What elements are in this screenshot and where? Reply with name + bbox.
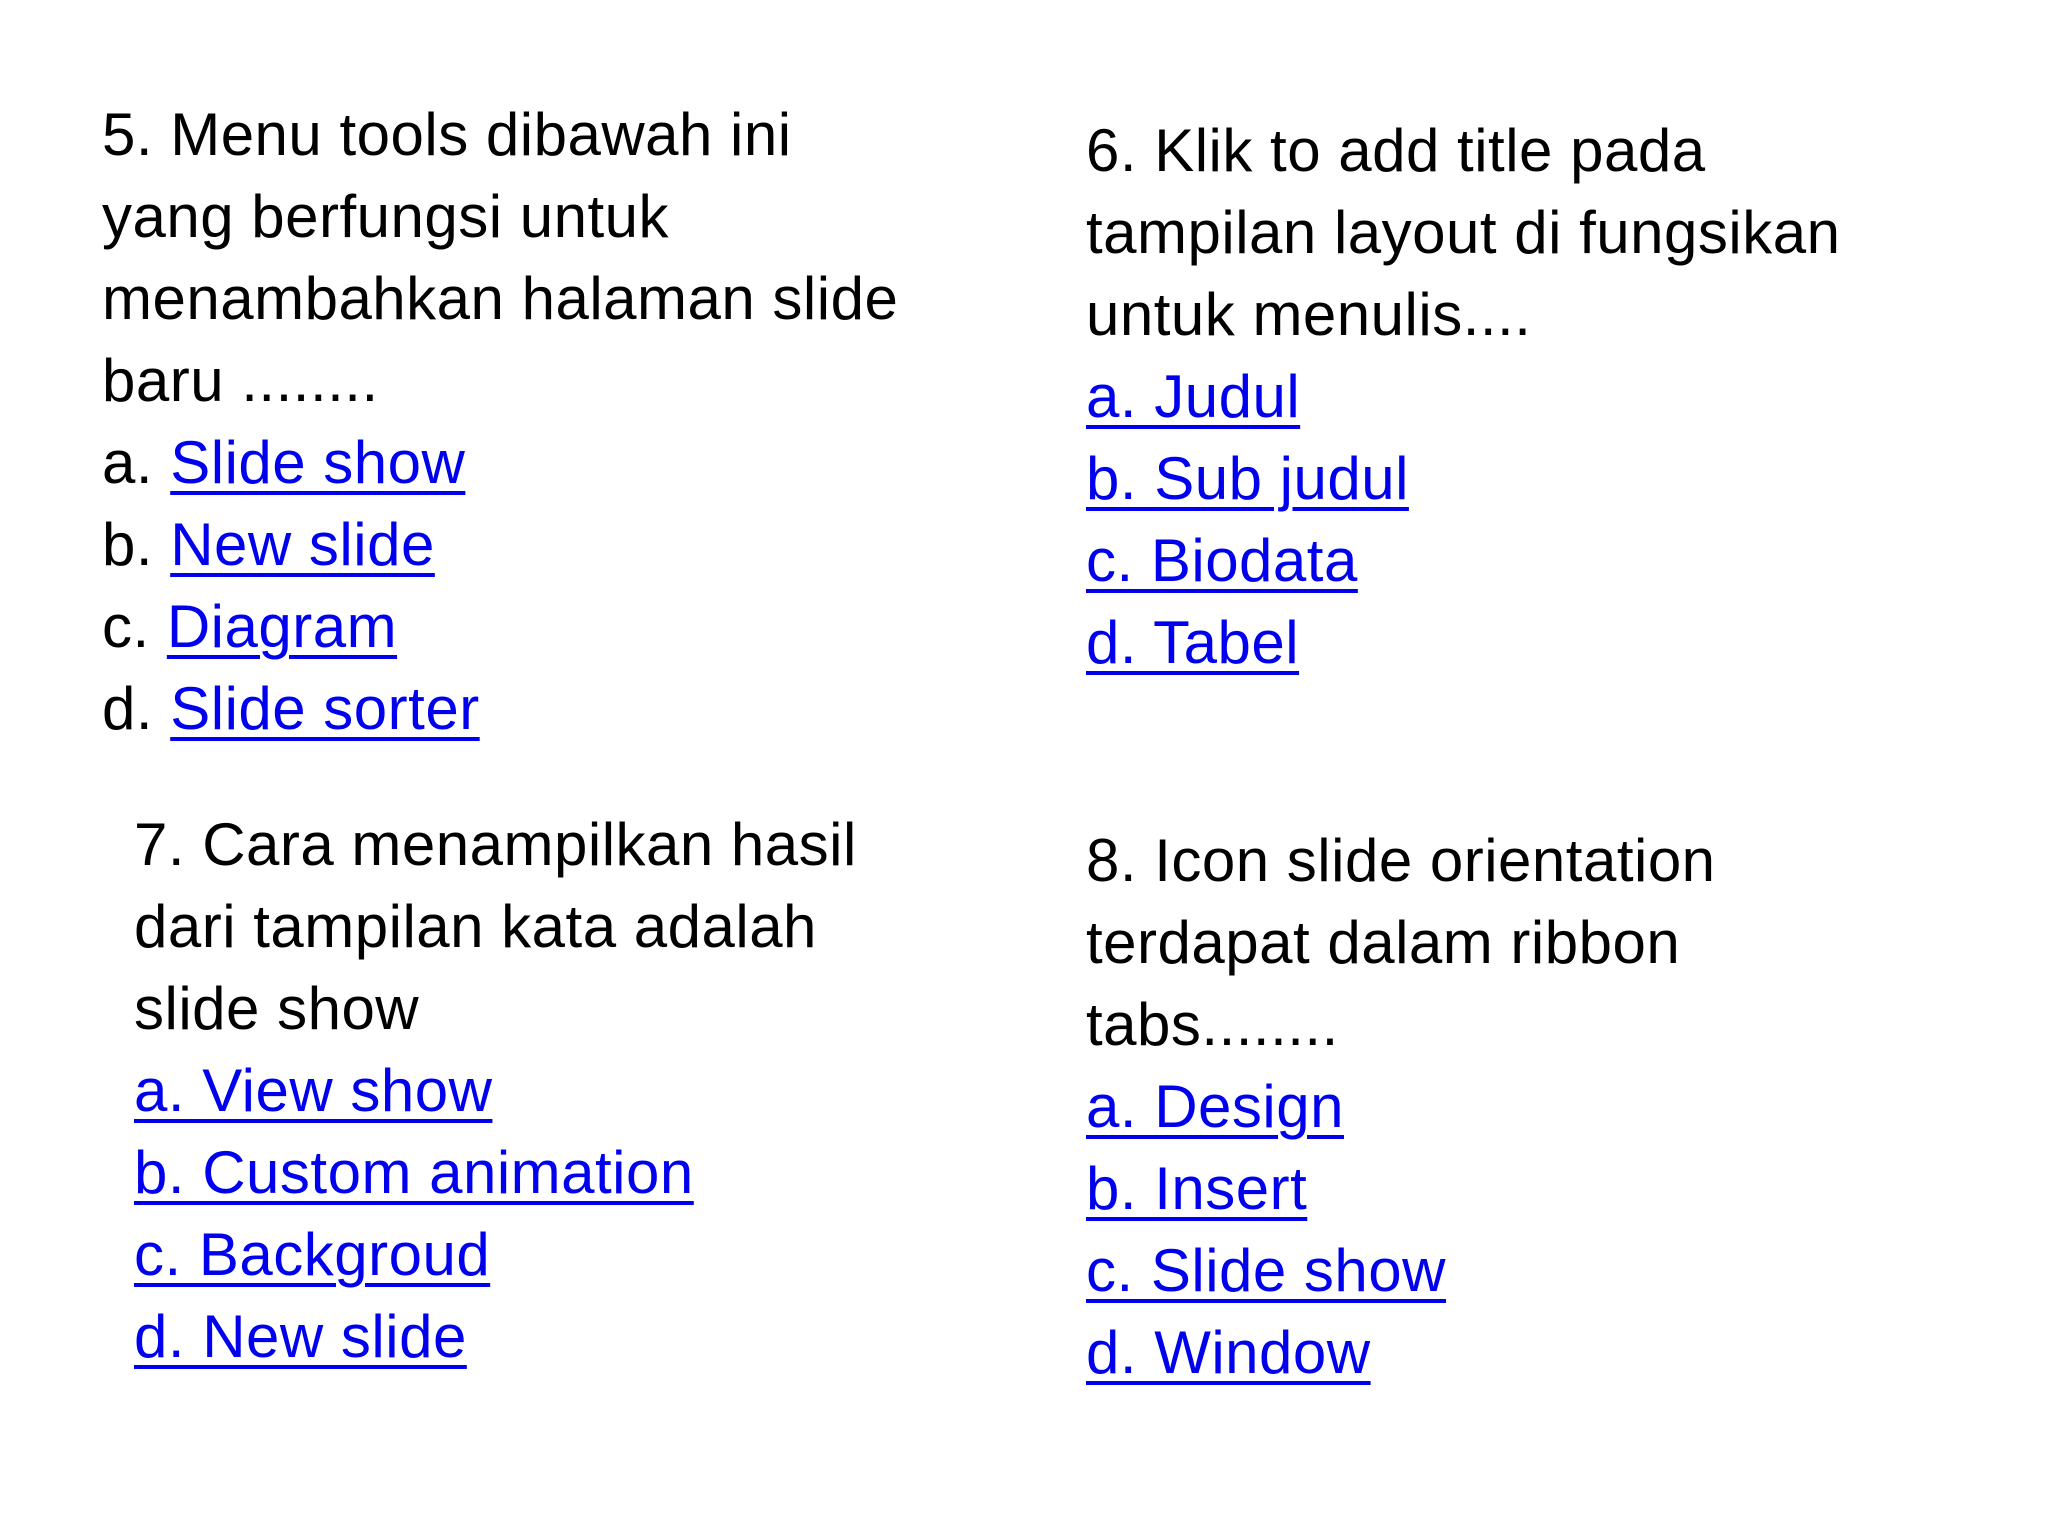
- question-8-option-b: [1086, 1148, 1986, 1230]
- question-6-option-d-link[interactable]: d. Tabel: [1086, 609, 1300, 676]
- question-6-option-b-link[interactable]: b. Sub judul: [1086, 445, 1409, 512]
- question-8-text-line-2: terdapat dalam ribbon: [1086, 909, 1681, 976]
- question-8-text-line-3: tabs........: [1086, 991, 1339, 1058]
- question-8-option-d-link[interactable]: d. Window: [1086, 1319, 1371, 1386]
- question-7-text-line-1: 7. Cara menampilkan hasil: [134, 811, 857, 878]
- question-7-option-c-link[interactable]: c. Backgroud: [134, 1221, 491, 1288]
- option-prefix: b.: [102, 511, 171, 578]
- question-7-option-b-link[interactable]: b. Custom animation: [134, 1139, 694, 1206]
- question-6: [1086, 110, 1986, 684]
- option-prefix: c.: [102, 593, 167, 660]
- question-8-option-b-link[interactable]: b. Insert: [1086, 1155, 1308, 1222]
- question-7-text-line-3: slide show: [134, 975, 420, 1042]
- question-6-text-line-2: tampilan layout di fungsikan: [1086, 199, 1841, 266]
- question-7-option-b: [134, 1132, 1034, 1214]
- question-5-option-c-link[interactable]: Diagram: [166, 593, 398, 660]
- question-6-text-line-1: 6. Klik to add title pada: [1086, 117, 1706, 184]
- question-7-option-a-link[interactable]: a. View show: [134, 1057, 493, 1124]
- question-8-option-c: [1086, 1230, 1986, 1312]
- option-prefix: a.: [102, 429, 171, 496]
- question-6-option-c-link[interactable]: c. Biodata: [1086, 527, 1358, 594]
- question-8-option-a: [1086, 1066, 1986, 1148]
- option-prefix: d.: [102, 675, 171, 742]
- question-7-option-c: [134, 1214, 1034, 1296]
- question-6-option-a-link[interactable]: a. Judul: [1086, 363, 1301, 430]
- question-5-text-line-4: baru ........: [102, 347, 379, 414]
- question-5-text-line-1: 5. Menu tools dibawah ini: [102, 101, 792, 168]
- question-5-text-line-3: menambahkan halaman slide: [102, 265, 899, 332]
- question-6-option-c: [1086, 520, 1986, 602]
- question-5-option-d-link[interactable]: Slide sorter: [170, 675, 480, 742]
- question-8-option-a-link[interactable]: a. Design: [1086, 1073, 1344, 1140]
- question-5-option-d: [102, 668, 982, 750]
- question-8-text-line-1: 8. Icon slide orientation: [1086, 827, 1716, 894]
- question-8-option-c-link[interactable]: c. Slide show: [1086, 1237, 1446, 1304]
- question-7-text-line-2: dari tampilan kata adalah: [134, 893, 817, 960]
- question-5-option-c: [102, 586, 982, 668]
- question-5-option-a-link[interactable]: Slide show: [170, 429, 466, 496]
- question-7: [134, 804, 1034, 1378]
- question-8-option-d: [1086, 1312, 1986, 1394]
- question-5-text-line-2: yang berfungsi untuk: [102, 183, 670, 250]
- question-5: [102, 94, 982, 750]
- question-8: [1086, 820, 1986, 1394]
- question-5-option-a: [102, 422, 982, 504]
- question-6-option-a: [1086, 356, 1986, 438]
- question-6-option-b: [1086, 438, 1986, 520]
- question-7-option-d: [134, 1296, 1034, 1378]
- question-7-option-d-link[interactable]: d. New slide: [134, 1303, 467, 1370]
- question-6-option-d: [1086, 602, 1986, 684]
- question-5-option-b-link[interactable]: New slide: [170, 511, 435, 578]
- question-7-option-a: [134, 1050, 1034, 1132]
- question-6-text-line-3: untuk menulis....: [1086, 281, 1532, 348]
- question-5-option-b: [102, 504, 982, 586]
